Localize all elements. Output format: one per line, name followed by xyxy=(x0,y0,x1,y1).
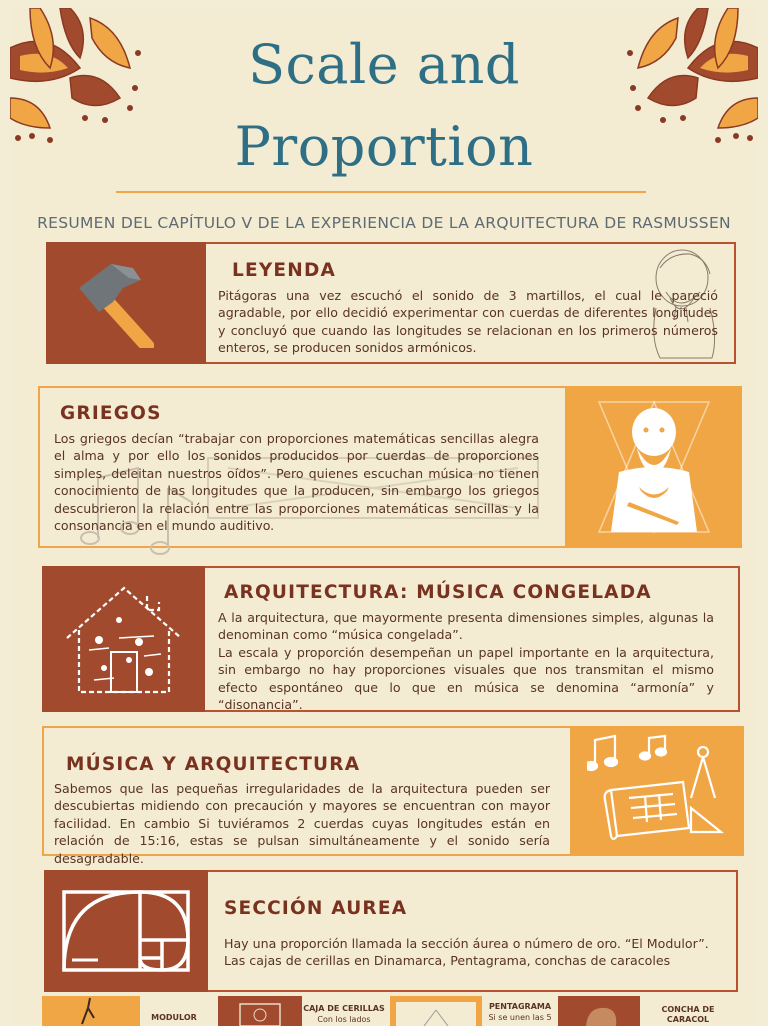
section-arquitectura-heading: ARQUITECTURA: MÚSICA CONGELADA xyxy=(224,582,652,603)
modulor-label: MODULOR xyxy=(151,1013,197,1022)
section-aurea-image xyxy=(44,870,208,992)
golden-ratio-icon xyxy=(62,890,190,972)
section-arquitectura-image xyxy=(42,566,205,712)
philosopher-bust-icon xyxy=(579,392,729,542)
caja-cerillas-image xyxy=(218,996,302,1026)
snail-shell-icon xyxy=(558,996,640,1026)
modulor-image xyxy=(42,996,140,1026)
pentagrama-image xyxy=(390,996,482,1026)
concha-caracol-title: CONCHA DE xyxy=(661,1005,715,1014)
modulor-figure-icon xyxy=(42,996,140,1026)
section-griegos-heading: GRIEGOS xyxy=(60,403,162,424)
blueprint-music-icon xyxy=(587,732,727,850)
section-leyenda-text: Pitágoras una vez escuchó el sonido de 3 martillos, el cual le pareció agradable, por ello decidió experimentar con cuerdas de diferentes longitudes y concluyó que cuando las longitudes se relacionan en los primeros números enteros, se producen sonidos armónicos. xyxy=(218,288,718,356)
page-title-line-2: Proportion xyxy=(234,115,534,178)
section-aurea-text: Hay una proporción llamada la sección áurea o número de oro. “El Modulor”. Las cajas de cerillas en Dinamarca, Pentagrama, conchas de caracoles xyxy=(224,936,709,969)
caja-cerillas-title: CAJA DE CERILLAS xyxy=(303,1004,385,1013)
music-house-icon xyxy=(59,580,189,698)
title-divider xyxy=(116,191,646,193)
page-title-line-1: Scale and xyxy=(248,33,520,96)
pentagram-icon xyxy=(420,1008,452,1026)
hammer-icon xyxy=(71,258,181,348)
concha-caracol-image xyxy=(558,996,640,1026)
caja-cerillas-subtitle: Con los lados xyxy=(317,1015,371,1024)
pentagrama-title: PENTAGRAMA xyxy=(488,1002,552,1011)
section-musica-heading: MÚSICA Y ARQUITECTURA xyxy=(66,754,361,775)
section-griegos-image xyxy=(565,386,742,548)
concha-caracol-title-2: CARACOL xyxy=(666,1015,710,1024)
section-aurea-heading: SECCIÓN AUREA xyxy=(224,898,408,919)
section-griegos-text: Los griegos decían “trabajar con proporciones matemáticas sencillas alegra el alma y por ello los sonidos producidos por cuerdas de proporciones simples, deleitan nuestros oídos”. Pero quienes escuchan música no tienen conocimiento de las longitudes que la producen, sin embargo los griegos descubrieron la relación entre las proporciones matemáticas sencillas y la consonancia en el mundo auditivo. xyxy=(54,431,539,534)
section-leyenda-image xyxy=(46,242,206,364)
section-arquitectura-text: A la arquitectura, que mayormente presenta dimensiones simples, algunas la denominan como “música congelada”. La escala y proporción desempeñan un papel importante en la arquitectura, sin embargo no hay proporciones visuales que nos transmitan el mismo efecto espontáneo que lo que en música se denomina “armonía” y “disonancia”. xyxy=(218,610,714,713)
section-musica-text: Sabemos que las pequeñas irregularidades de la arquitectura pueden ser descubiertas midiendo con precaución y mayores se encuentran con mayor facilidad. En cambio Si tuviéramos 2 cuerdas cuyas longitudes están en relación de 15:16, estas se pulsan simultáneamente y el sonido sería desagradable. xyxy=(54,781,550,866)
section-musica-image xyxy=(570,726,744,856)
page-subtitle: RESUMEN DEL CAPÍTULO V DE LA EXPERIENCIA DE LA ARQUITECTURA DE RASMUSSEN xyxy=(37,214,731,232)
matchbox-icon xyxy=(218,996,302,1026)
section-leyenda-heading: LEYENDA xyxy=(232,260,337,281)
pentagrama-subtitle: Si se unen las 5 xyxy=(488,1013,552,1022)
infographic-page xyxy=(10,8,758,1024)
